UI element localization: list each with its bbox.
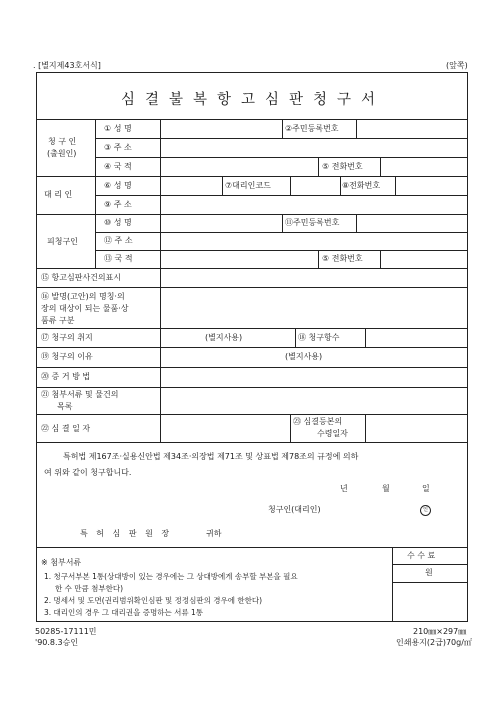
claimant-id-label: ②주민등록번호	[285, 124, 339, 133]
invention-name-label-line-2: 장의 대상이 되는 물품·상	[41, 304, 129, 313]
agent-group-label: 대 리 인	[44, 190, 73, 199]
respondent-name-field[interactable]	[161, 215, 281, 231]
agent-code-field[interactable]	[291, 177, 339, 194]
respondent-phone-field[interactable]	[381, 251, 467, 267]
attachment-item-3: 3. 대리인의 경우 그 대리권을 증명하는 서류 1통	[44, 608, 204, 617]
invention-name-label-line-3: 품류 구분	[41, 316, 75, 325]
attachments-heading: ※ 첨부서류	[41, 558, 82, 567]
evidence-label: ⑳ 증 거 방 법	[41, 372, 91, 381]
paper-spec: 인쇄용지(2급)70g/㎡	[396, 638, 472, 647]
claimant-group-label: 청 구 인	[48, 137, 77, 146]
invention-name-label: ⑯ 발명(고안)의 명칭·의	[41, 292, 125, 301]
agent-name-field[interactable]	[161, 177, 221, 194]
delivery-date-label-line-2: 수령일자	[317, 429, 348, 438]
respondent-nationality-label: ⑬ 국 적	[104, 254, 133, 263]
claimant-address-field[interactable]	[161, 139, 467, 156]
respondent-id-label: ⑪주민등록번호	[285, 218, 340, 227]
claimant-nationality-field[interactable]	[161, 158, 317, 175]
statement-text: 특허법 제167조·실용신안법 제34조·의장법 제71조 및 상표법 제78조의 규정에 의하	[63, 452, 359, 461]
recipient-label: 특 허 심 판 원 장	[80, 529, 173, 538]
date-month-label: 월	[382, 484, 390, 493]
attachment-item-1-continued: 한 수 만큼 첨부한다)	[55, 584, 124, 593]
purpose-value: (별지사용)	[205, 333, 243, 342]
respondent-id-field[interactable]	[357, 215, 467, 231]
attachment-item-2: 2. 명세서 및 도면(권리범위확인심판 및 정정심판의 경우에 한한다)	[44, 596, 263, 605]
claimant-phone-field[interactable]	[381, 158, 467, 175]
delivery-date-label: ㉓ 심결등본의	[293, 417, 343, 426]
invention-name-field[interactable]	[161, 288, 467, 327]
respondent-phone-label: ⑤ 전화번호	[322, 254, 363, 263]
decision-date-label: ㉒ 심 결 일 자	[41, 424, 91, 433]
form-code: 50285-17111민	[35, 627, 97, 636]
claimant-name-field[interactable]	[161, 120, 281, 137]
decision-date-field[interactable]	[161, 415, 289, 441]
respondent-nationality-field[interactable]	[161, 251, 317, 267]
reason-label: ⑲ 청구의 이유	[41, 352, 93, 361]
case-display-label: ⑮ 항고심판사건의표시	[41, 273, 122, 282]
seal-icon: 인	[420, 505, 431, 516]
statement-text-line-2: 여 위와 같이 청구합니다.	[44, 468, 132, 477]
claim-count-label: ⑱ 청구항수	[298, 333, 340, 342]
agent-phone-label: ⑧전화번호	[342, 181, 381, 190]
claimant-name-label: ① 성 명	[104, 124, 132, 133]
attachments-list-field[interactable]	[161, 388, 467, 413]
recipient-suffix: 귀하	[206, 529, 222, 538]
respondent-address-field[interactable]	[161, 233, 467, 249]
agent-code-label: ⑦대리인코드	[225, 181, 271, 190]
fee-label: 수 수 료	[407, 551, 436, 560]
claimant-id-field[interactable]	[357, 120, 467, 137]
agent-phone-field[interactable]	[396, 177, 467, 194]
claimant-phone-label: ⑤ 전화번호	[322, 162, 363, 171]
signer-label: 청구인(대리인)	[268, 505, 321, 514]
agent-name-label: ⑥ 성 명	[104, 181, 132, 190]
form-title: 심결불복항고심판청구서	[120, 92, 386, 108]
claimant-nationality-label: ④ 국 적	[104, 162, 132, 171]
approval-date: '90.8.3승인	[35, 638, 79, 647]
fee-unit: 원	[425, 568, 433, 577]
page-side-label: (앞쪽)	[446, 61, 468, 70]
date-year-label: 년	[340, 484, 348, 493]
attachments-list-label: ㉑ 첨부서류 및 물건의	[41, 390, 119, 399]
agent-address-field[interactable]	[161, 196, 467, 213]
delivery-date-field[interactable]	[366, 415, 467, 441]
date-day-label: 일	[422, 484, 430, 493]
fee-field[interactable]	[393, 583, 467, 621]
evidence-field[interactable]	[161, 368, 467, 386]
claim-count-field[interactable]	[366, 329, 467, 346]
attachment-item-1: 1. 청구서부본 1통(상대방이 있는 경우에는 그 상대방에게 송부할 부본을 필요	[44, 572, 298, 581]
purpose-label: ⑰ 청구의 취지	[41, 333, 93, 342]
respondent-address-label: ⑫ 주 소	[104, 236, 133, 245]
agent-address-label: ⑨ 주 소	[104, 200, 132, 209]
respondent-group-label: 피청구인	[47, 237, 78, 246]
paper-size: 210㎜×297㎜	[413, 627, 467, 636]
case-display-field[interactable]	[161, 269, 467, 286]
claimant-address-label: ③ 주 소	[104, 143, 132, 152]
reason-value: (별지사용)	[285, 352, 323, 361]
claimant-group-sublabel: (출원인)	[47, 149, 77, 158]
form-number-label: . [별지제43호서식]	[33, 61, 101, 70]
attachments-list-label-line-2: 목록	[57, 402, 73, 411]
respondent-name-label: ⑩ 성 명	[104, 218, 132, 227]
